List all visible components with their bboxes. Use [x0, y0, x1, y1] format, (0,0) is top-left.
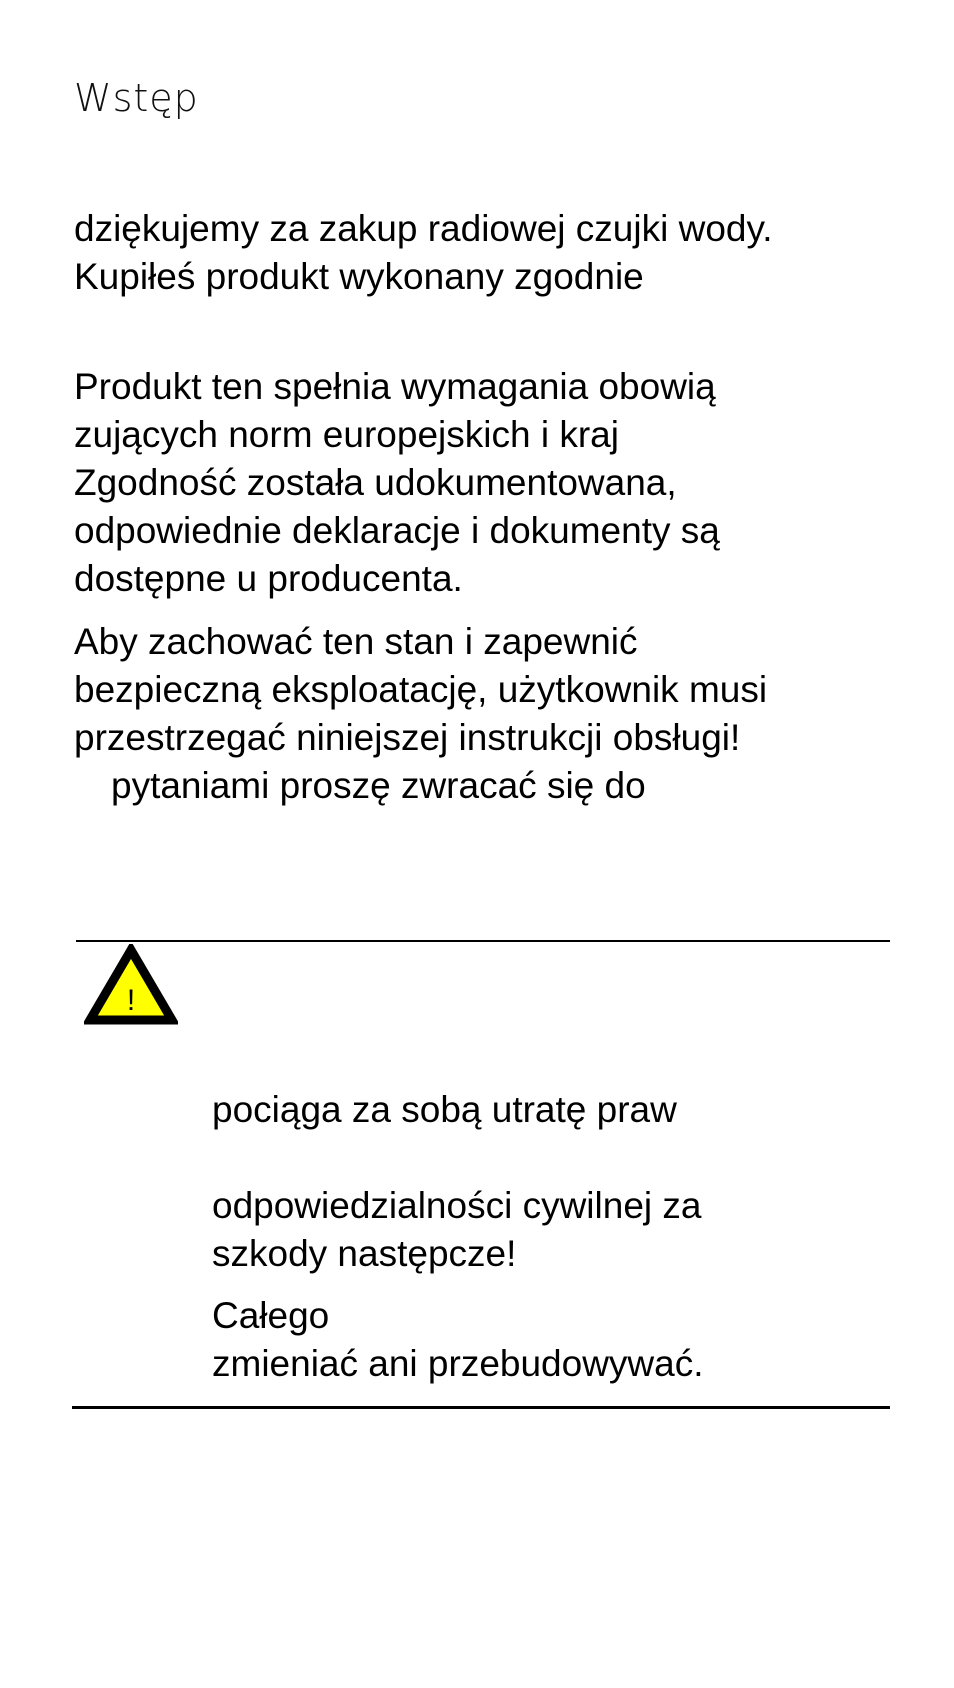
intro-line: dziękujemy za zakup radiowej czujki wody.	[74, 208, 773, 249]
warning-paragraph	[212, 1182, 701, 1278]
instructions-line: przestrzegać niniejszej instrukcji obsługi!	[74, 717, 741, 758]
compliance-line: Produkt ten spełnia wymagania obowią	[74, 366, 716, 407]
instructions-line: pytaniami proszę zwracać się do	[111, 765, 646, 806]
compliance-line: odpowiednie deklaracje i dokumenty są	[74, 510, 720, 551]
warning-line: zmieniać ani przebudowywać.	[212, 1343, 704, 1384]
warning-line: odpowiedzialności cywilnej za	[212, 1185, 702, 1226]
intro-line: Kupiłeś produkt wykonany zgodnie	[74, 256, 644, 297]
compliance-line: zujących norm europejskich i kraj	[74, 414, 619, 455]
instructions-line: bezpieczną eksploatację, użytkownik musi	[74, 669, 768, 710]
warning-top-divider	[76, 940, 890, 942]
warning-line: szkody następcze!	[212, 1233, 517, 1274]
instructions-line: Aby zachować ten stan i zapewnić	[74, 621, 638, 662]
warning-paragraph	[212, 1292, 704, 1388]
warning-line: Całego	[212, 1295, 330, 1336]
instructions-paragraph	[74, 618, 767, 810]
warning-triangle-icon	[84, 944, 178, 1026]
warning-bottom-divider	[72, 1406, 890, 1409]
compliance-paragraph	[74, 363, 720, 603]
compliance-line: Zgodność została udokumentowana,	[74, 462, 677, 503]
intro-paragraph	[74, 205, 773, 301]
warning-exclamation: !	[126, 984, 136, 1017]
warning-paragraph	[212, 1086, 677, 1134]
section-heading: Wstęp	[74, 76, 199, 120]
warning-line: pociąga za sobą utratę praw	[212, 1089, 677, 1130]
compliance-line: dostępne u producenta.	[74, 558, 463, 599]
